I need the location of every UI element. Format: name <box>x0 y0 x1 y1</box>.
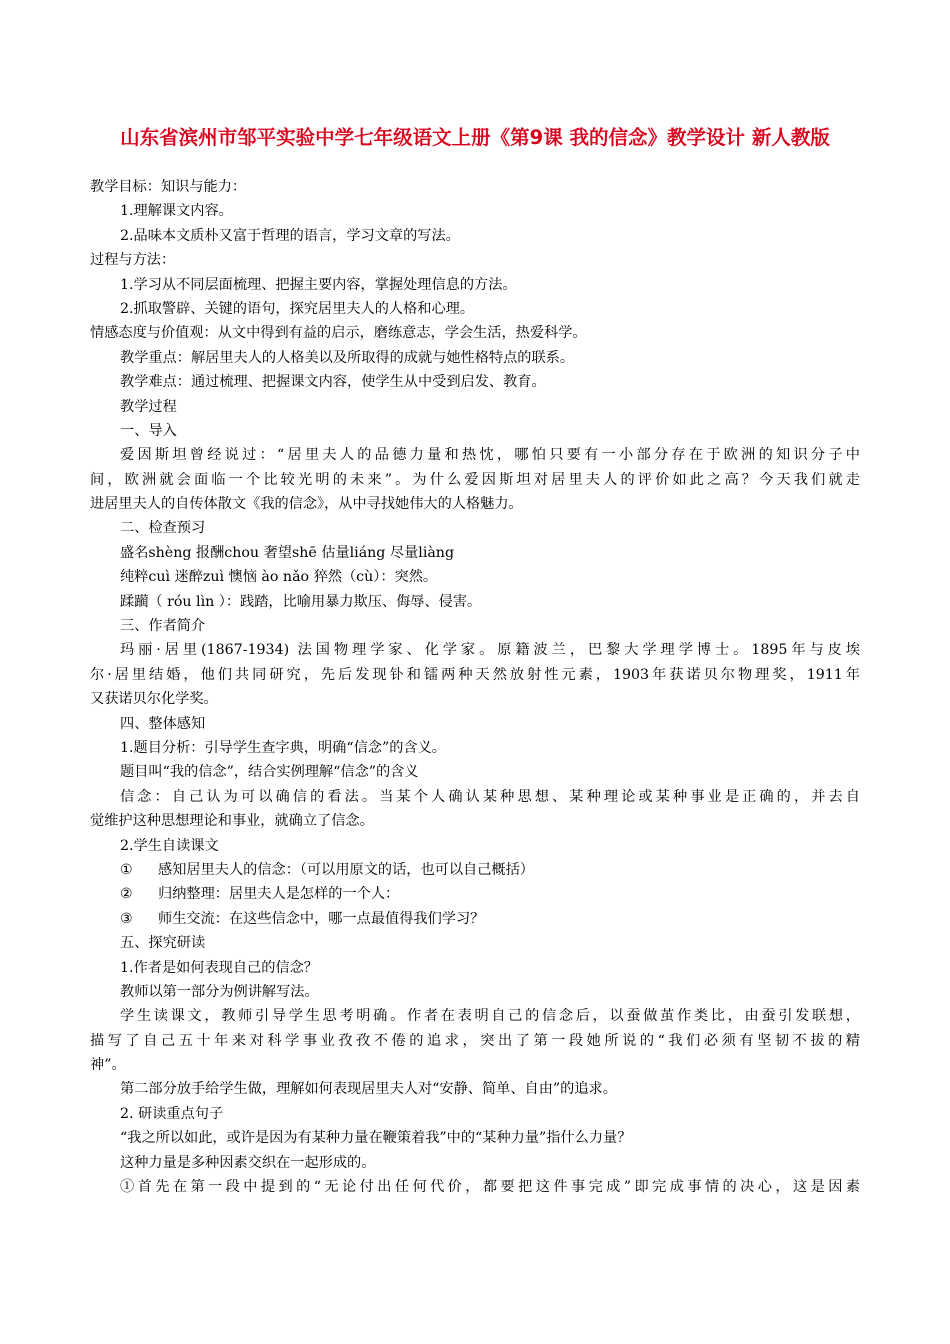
text-line: 又获诺贝尔化学奖。 <box>90 691 218 708</box>
text-line: 2. 研读重点句子 <box>120 1105 224 1122</box>
text-line: 进居里夫人的自传体散文《我的信念》，从中寻找她伟大的人格魅力。 <box>90 496 523 513</box>
text-line: 尔·居里结婚，他们共同研究，先后发现钋和镭两种天然放射性元素，1903年获诺贝尔物理奖，1911年 <box>90 666 860 683</box>
text-line: 教学难点：通过梳理、把握课文内容，使学生从中受到启发、教育。 <box>120 374 546 391</box>
text-line <box>90 907 860 931</box>
text-line: 纯粹cuì 迷醉zuì 懊恼 ào nǎo 猝然（cù）：突然。 <box>120 569 438 586</box>
text-line: 蹂躏（ róu lìn ）：践踏，比喻用暴力欺压、侮辱、侵害。 <box>120 593 482 610</box>
text-line: 教师以第一部分为例讲解写法。 <box>120 983 319 1000</box>
text-line: 觉维护这种思想理论和事业，就确立了信念。 <box>90 813 374 830</box>
list-marker: ③ <box>120 910 133 927</box>
text-line: 教学过程 <box>120 398 177 415</box>
document-body <box>90 175 860 1199</box>
text-line: 五、探究研读 <box>120 935 206 952</box>
text-line: 神”。 <box>90 1057 126 1074</box>
text-line: 这种力量是多种因素交织在一起形成的。 <box>120 1154 376 1171</box>
text-line: 爱因斯坦曾经说过：“居里夫人的品德力量和热忱，哪怕只要有一小部分存在于欧洲的知识分子中 <box>120 447 860 464</box>
list-marker: ① <box>120 861 133 878</box>
text-line: 教学重点：解居里夫人的人格美以及所取得的成就与她性格特点的联系。 <box>120 349 575 366</box>
list-item-text: 感知居里夫人的信念：（可以用原文的话，也可以自己概括） <box>158 861 534 878</box>
text-line: 一、导入 <box>120 422 177 439</box>
text-line: 1.题目分析：引导学生查字典，明确“信念”的含义。 <box>120 739 446 756</box>
text-line: 间，欧洲就会面临一个比较光明的未来”。为什么爱因斯坦对居里夫人的评价如此之高？今天我们就走 <box>90 471 860 488</box>
text-line: 2.学生自读课文 <box>120 837 219 854</box>
text-line: 2.品味本文质朴又富于哲理的语言，学习文章的写法。 <box>120 227 460 244</box>
text-line: 学生读课文，教师引导学生思考明确。作者在表明自己的信念后，以蚕做茧作类比，由蚕引发联想， <box>120 1008 860 1025</box>
text-line: 四、整体感知 <box>120 715 206 732</box>
text-line: 题目叫“我的信念”，结合实例理解“信念”的含义 <box>120 764 419 781</box>
list-item-text: 归纳整理：居里夫人是怎样的一个人： <box>158 886 400 903</box>
text-line: 第二部分放手给学生做，理解如何表现居里夫人对“安静、简单、自由”的追求。 <box>120 1081 617 1098</box>
text-line: 二、检查预习 <box>120 520 206 537</box>
text-line: 信念：自己认为可以确信的看法。当某个人确认某种思想、某种理论或某种事业是正确的，并去自 <box>120 788 860 805</box>
text-line <box>90 858 860 882</box>
text-line: 教学目标：知识与能力： <box>90 179 247 195</box>
text-line: 盛名shèng 报酬chou 奢望shē 估量liáng 尽量liàng <box>120 544 455 561</box>
text-line: “我之所以如此，或许是因为有某种力量在鞭策着我”中的“某种力量”指什么力量？ <box>120 1130 632 1147</box>
text-line: 三、作者简介 <box>120 618 206 635</box>
text-line: 1.学习从不同层面梳理、把握主要内容，掌握处理信息的方法。 <box>120 276 517 293</box>
text-line: 1.理解课文内容。 <box>120 203 233 220</box>
text-line <box>90 882 860 906</box>
list-item-text: 师生交流：在这些信念中，哪一点最值得我们学习？ <box>158 910 485 927</box>
list-marker: ② <box>120 886 133 903</box>
text-line: 过程与方法： <box>90 252 176 269</box>
text-line: 2.抓取警辟、关键的语句，探究居里夫人的人格和心理。 <box>120 300 475 317</box>
text-line: 玛丽·居里(1867-1934) 法国物理学家、化学家。原籍波兰，巴黎大学理学博士。1895年与皮埃 <box>120 642 860 659</box>
text-line: 描写了自己五十年来对科学事业孜孜不倦的追求，突出了第一段她所说的“我们必须有坚韧不拔的精 <box>90 1032 860 1049</box>
text-line: 情感态度与价值观：从文中得到有益的启示，磨练意志，学会生活，热爱科学。 <box>90 325 587 342</box>
text-line: 1.作者是如何表现自己的信念？ <box>120 959 318 976</box>
document-title: 山东省滨州市邹平实验中学七年级语文上册《第9课 我的信念》教学设计 新人教版 <box>120 126 830 149</box>
text-line: ①首先在第一段中提到的“无论付出任何代价，都要把这件事完成”即完成事情的决心，这是因素 <box>120 1179 860 1196</box>
